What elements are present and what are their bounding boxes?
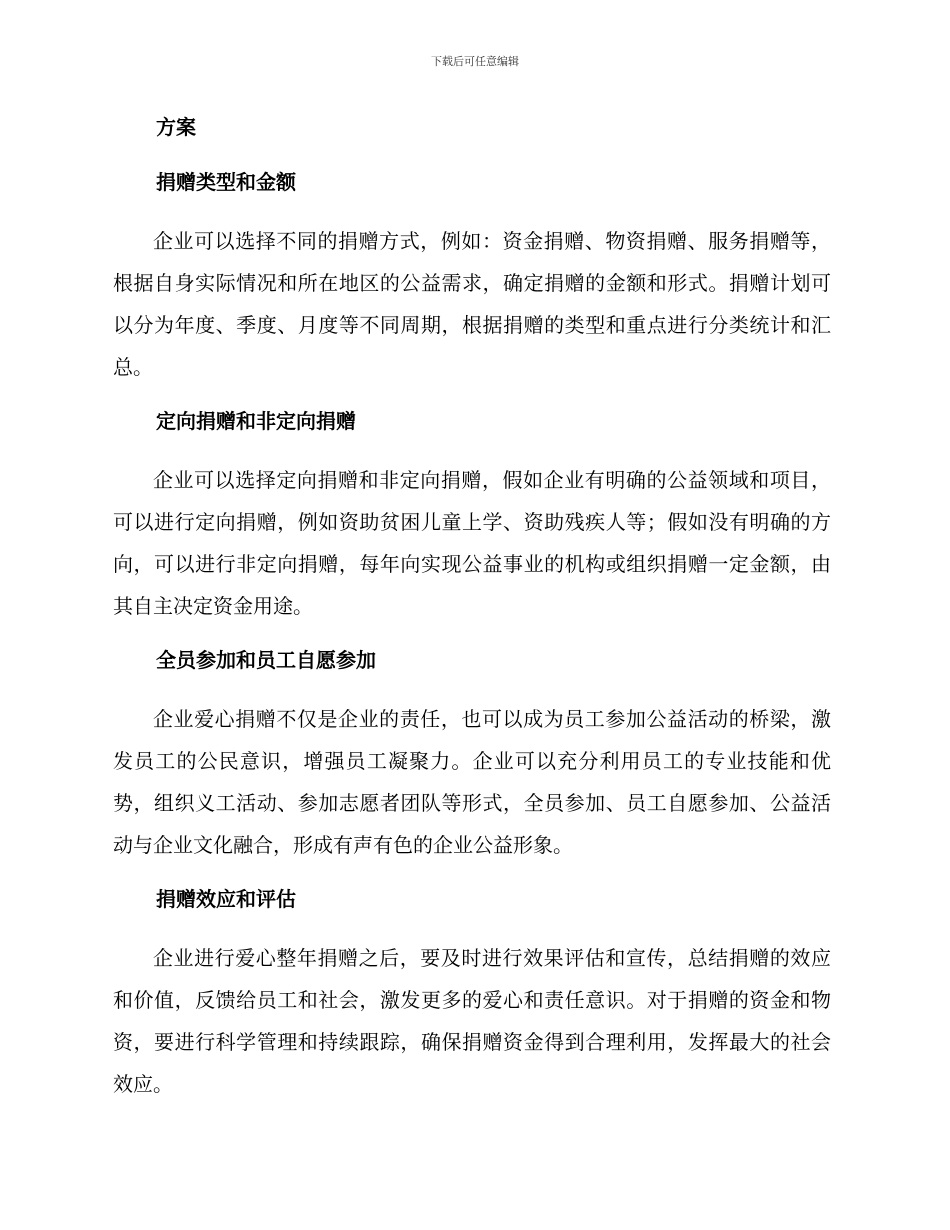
- section-paragraph: 企业可以选择定向捐赠和非定向捐赠，假如企业有明确的公益领域和项目，可以进行定向捐赠，例如资助贫困儿童上学、资助残疾人等；假如没有明确的方向，可以进行非定向捐赠，每年向实现公益事业的机构或组织捐赠一定金额，由其自主决定资金用途。: [113, 468, 831, 618]
- document-body: [113, 110, 831, 1121]
- document-title: 方案: [156, 115, 196, 139]
- section-paragraph: 企业可以选择不同的捐赠方式，例如：资金捐赠、物资捐赠、服务捐赠等，根据自身实际情况和所在地区的公益需求，确定捐赠的金额和形式。捐赠计划可以分为年度、季度、月度等不同周期，根据捐赠的类型和重点进行分类统计和汇总。: [113, 229, 831, 379]
- header-note: 下载后可任意编辑: [431, 55, 519, 68]
- section-heading: 全员参加和员工自愿参加: [156, 648, 376, 672]
- section-heading: 捐赠类型和金额: [156, 170, 296, 194]
- section-heading: 捐赠效应和评估: [156, 887, 296, 911]
- section-heading: 定向捐赠和非定向捐赠: [156, 409, 356, 433]
- section-paragraph: 企业爱心捐赠不仅是企业的责任，也可以成为员工参加公益活动的桥梁，激发员工的公民意识，增强员工凝聚力。企业可以充分利用员工的专业技能和优势，组织义工活动、参加志愿者团队等形式，全员参加、员工自愿参加、公益活动与企业文化融合，形成有声有色的企业公益形象。: [113, 707, 831, 857]
- section-paragraph: 企业进行爱心整年捐赠之后，要及时进行效果评估和宣传，总结捐赠的效应和价值，反馈给员工和社会，激发更多的爱心和责任意识。对于捐赠的资金和物资，要进行科学管理和持续跟踪，确保捐赠资金得到合理利用，发挥最大的社会效应。: [113, 946, 831, 1096]
